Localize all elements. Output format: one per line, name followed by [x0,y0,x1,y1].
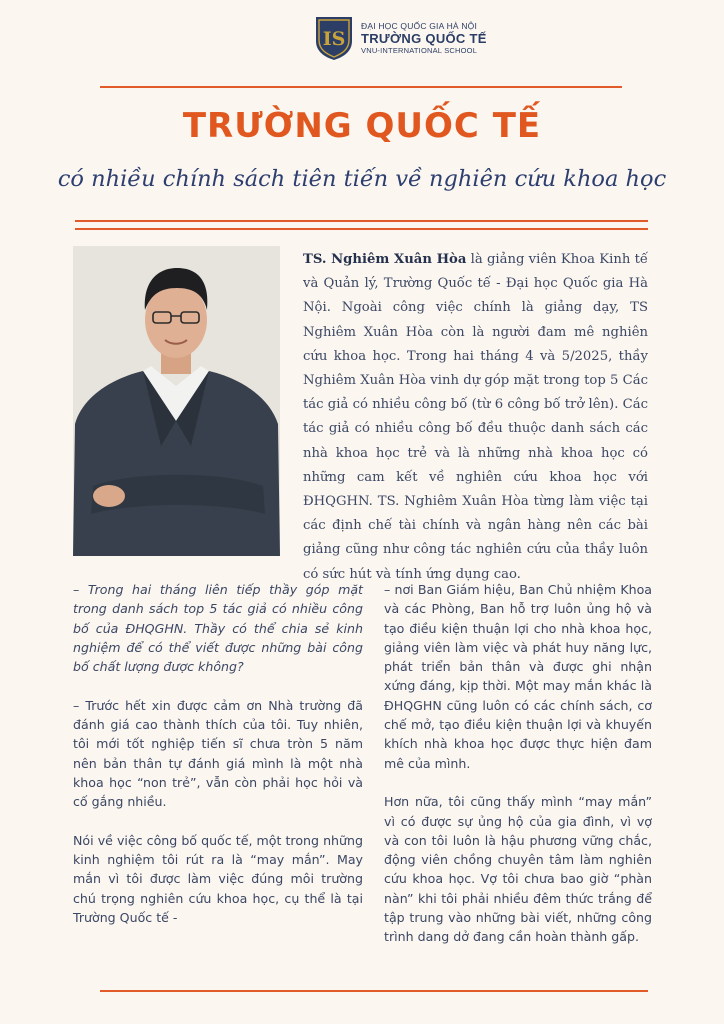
interview-answer-1: – Trước hết xin được cảm ơn Nhà trường đã đánh giá cao thành thích của tôi. Tuy nhiên, tôi mới tốt nghiệp tiến sĩ chưa tròn 5 năm nên bản thân tự đánh giá mình là một nhà khoa học “non trẻ”, vẫn còn phải học hỏi và cố gắng nhiều. [73,697,363,810]
top-divider [100,86,622,88]
logo-university-name: ĐẠI HỌC QUỐC GIA HÀ NỘI [361,20,478,31]
intro-text: là giảng viên Khoa Kinh tế và Quản lý, Trường Quốc tế - Đại học Quốc gia Hà Nội. Ngoài công việc chính là giảng dạy, TS Nghiêm Xuân Hòa còn là người đam mê nghiên cứu khoa học. Trong hai tháng 4 và 5/2025, thầy Nghiêm Xuân Hòa vinh dự góp mặt trong top 5 Các tác giả có nhiều công bố (từ 6 công bố trở lên). Các tác giả có nhiều công bố đều thuộc danh sách các nhà khoa học trẻ và là những nhà khoa học có những cam kết về nghiên cứu khoa học với ĐHQGHN. TS. Nghiêm Xuân Hòa từng làm việc tại các định chế tài chính và ngân hàng nên các bài giảng cũng như công tác nghiên cứu của thầy luôn có sức hút và tính ứng dụng cao. [303,252,648,582]
intro-paragraph [303,248,648,587]
intro-name: TS. Nghiêm Xuân Hòa [303,252,467,267]
page-subtitle: có nhiều chính sách tiên tiến về nghiên cứu khoa học [57,166,667,192]
interview-answer-2: Nói về việc công bố quốc tế, một trong những kinh nghiệm tôi rút ra là “may mắn”. May mắn vì tôi được làm việc đúng môi trường chú trọng nghiên cứu khoa học, cụ thể là tại Trường Quốc tế - [73,832,363,926]
bottom-divider [100,990,648,992]
right-paragraph-2: Hơn nữa, tôi cũng thấy mình “may mắn” vì có được sự ủng hộ của gia đình, vì vợ và con tôi luôn là hậu phương vững chắc, động viên chồng chuyên tâm làm nghiên cứu khoa học. Vợ tôi chưa bao giờ “phàn nàn” khi tôi phải nhiều đêm thức trắng để tập trung vào những bài viết, những công trình dang dở đang cần hoàn thành gấp. [384,794,652,945]
emblem-letters: IS [322,28,346,50]
logo-school-name: TRƯỜNG QUỐC TẾ [361,31,487,46]
school-logo [313,14,513,62]
right-paragraph-1: – nơi Ban Giám hiệu, Ban Chủ nhiệm Khoa và các Phòng, Ban hỗ trợ luôn ủng hộ và tạo điều kiện thuận lợi cho nhà khoa học, giảng viên làm việc và phát huy năng lực, phát triển bản thân và được ghi nhận xứng đáng, kịp thời. Một may mắn khác là ĐHQGHN cũng luôn có các chính sách, cơ chế mở, tạo điều kiện thuận lợi và khuyến khích nhà khoa học được thực hiện đam mê của mình. [384,582,652,771]
school-emblem-icon [313,15,355,61]
interview-question: – Trong hai tháng liên tiếp thầy góp mặt trong danh sách top 5 tác giả có nhiều công bố của ĐHQGHN. Thầy có thể chia sẻ kinh nghiệm để có thể viết được những bài công bố chất lượng được không? [73,582,363,675]
page-title: TRƯỜNG QUỐC TẾ [182,106,542,146]
logo-english-name: VNU-INTERNATIONAL SCHOOL [361,46,478,55]
subtitle-divider-upper [75,220,648,222]
portrait-photo [73,246,280,556]
left-column [73,580,363,947]
portrait-illustration [73,246,280,556]
logo-text [361,22,487,55]
right-column [384,580,652,966]
subtitle-divider-lower [75,228,648,230]
